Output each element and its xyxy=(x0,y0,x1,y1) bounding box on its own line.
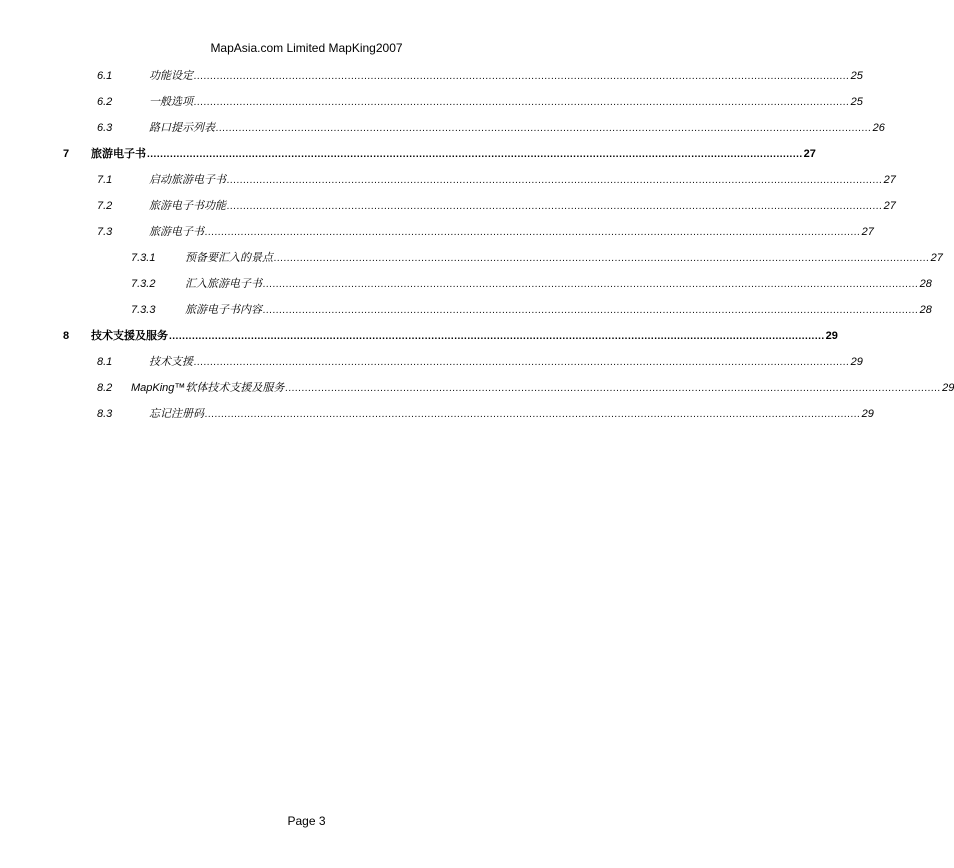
toc-entry-7-3-3[interactable] xyxy=(0,302,932,318)
toc-page: 25 xyxy=(850,96,863,108)
toc-entry-8-1[interactable] xyxy=(0,354,863,370)
toc-leader: ........................................................................................................................................................................................................ xyxy=(205,227,861,238)
toc-leader: ........................................................................................................................................................................................................ xyxy=(263,305,919,316)
toc-title: 技术支援 xyxy=(149,356,193,368)
toc-number: 7 xyxy=(63,148,70,160)
toc-number: 7.1 xyxy=(97,174,113,186)
toc-number: 7.3.1 xyxy=(131,252,156,264)
toc-number: 7.3.2 xyxy=(131,278,156,290)
toc-entry-7-2[interactable] xyxy=(0,198,896,214)
toc-number: 7.2 xyxy=(97,200,113,212)
toc-page: 27 xyxy=(803,148,816,160)
toc-number: 6.3 xyxy=(97,122,113,134)
toc-page: 27 xyxy=(930,252,943,264)
toc-leader: ........................................................................................................................................................................................................ xyxy=(194,357,850,368)
toc-title: 一般选项 xyxy=(149,96,193,108)
toc-title: 旅游电子书 xyxy=(91,148,146,160)
toc-number: 7.3 xyxy=(97,226,113,238)
toc-page: 26 xyxy=(872,122,885,134)
toc-leader: ........................................................................................................................................................................................................ xyxy=(194,71,850,82)
toc-number: 8 xyxy=(63,330,70,342)
toc-number: 6.1 xyxy=(97,70,113,82)
page-header: MapAsia.com Limited MapKing2007 xyxy=(210,41,403,55)
toc-entry-7-3-1[interactable] xyxy=(0,250,943,266)
page-footer: Page 3 xyxy=(287,814,326,828)
toc-page: 27 xyxy=(861,226,874,238)
toc-entry-7-3-2[interactable] xyxy=(0,276,932,292)
toc-page: 27 xyxy=(883,200,896,212)
toc-entry-7[interactable] xyxy=(0,146,816,162)
toc-entry-8[interactable] xyxy=(0,328,838,344)
toc-leader: ........................................................................................................................................................................................................ xyxy=(227,175,883,186)
toc-entry-7-3[interactable] xyxy=(0,224,874,240)
toc-title: 旅游电子书功能 xyxy=(149,200,226,212)
toc-page: 29 xyxy=(825,330,838,342)
toc-leader: ........................................................................................................................................................................................................ xyxy=(216,123,872,134)
table-of-contents xyxy=(0,68,954,428)
toc-page: 25 xyxy=(850,70,863,82)
toc-page: 28 xyxy=(919,304,932,316)
toc-leader: ........................................................................................................................................................................................................ xyxy=(205,409,861,420)
toc-entry-6-2[interactable] xyxy=(0,94,863,110)
toc-number: 6.2 xyxy=(97,96,113,108)
toc-leader: ........................................................................................................................................................................................................ xyxy=(147,149,803,160)
toc-entry-6-1[interactable] xyxy=(0,68,863,84)
toc-page: 27 xyxy=(883,174,896,186)
toc-title: MapKing™软体技术支援及服务 xyxy=(131,382,285,394)
toc-entry-8-3[interactable] xyxy=(0,406,874,422)
toc-title: 功能设定 xyxy=(149,70,193,82)
toc-leader: ........................................................................................................................................................................................................ xyxy=(285,383,942,394)
toc-title: 忘记注册码 xyxy=(149,408,204,420)
toc-entry-7-1[interactable] xyxy=(0,172,896,188)
toc-leader: ........................................................................................................................................................................................................ xyxy=(194,97,850,108)
toc-title: 汇入旅游电子书 xyxy=(185,278,262,290)
toc-entry-6-3[interactable] xyxy=(0,120,885,136)
toc-title: 预备要汇入的景点 xyxy=(185,252,273,264)
toc-number: 8.1 xyxy=(97,356,113,368)
toc-leader: ........................................................................................................................................................................................................ xyxy=(274,253,930,264)
toc-number: 7.3.3 xyxy=(131,304,156,316)
toc-title: 旅游电子书内容 xyxy=(185,304,262,316)
toc-title: 启动旅游电子书 xyxy=(149,174,226,186)
toc-number: 8.3 xyxy=(97,408,113,420)
toc-title: 路口提示列表 xyxy=(149,122,215,134)
toc-page: 28 xyxy=(919,278,932,290)
toc-number: 8.2 xyxy=(97,382,113,394)
toc-page: 29 xyxy=(850,356,863,368)
toc-title: 旅游电子书 xyxy=(149,226,204,238)
toc-page: 29 xyxy=(942,382,954,394)
toc-leader: ........................................................................................................................................................................................................ xyxy=(263,279,919,290)
toc-leader: ........................................................................................................................................................................................................ xyxy=(169,331,825,342)
toc-entry-8-2[interactable] xyxy=(0,380,954,396)
toc-title: 技术支援及服务 xyxy=(91,330,168,342)
toc-page: 29 xyxy=(861,408,874,420)
toc-leader: ........................................................................................................................................................................................................ xyxy=(227,201,883,212)
